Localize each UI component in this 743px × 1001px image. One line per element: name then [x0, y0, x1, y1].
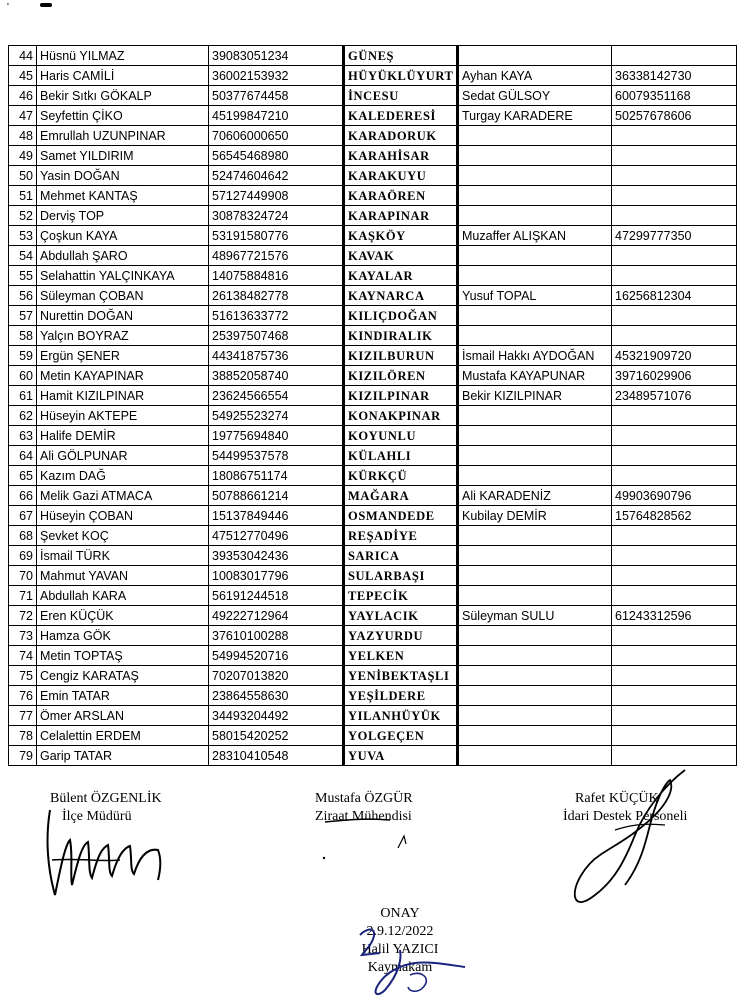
- contact-name: [458, 466, 612, 486]
- farmer-id-number: 52474604642: [209, 166, 344, 186]
- row-number: 67: [9, 506, 37, 526]
- table-row: [9, 546, 737, 566]
- table-row: [9, 166, 737, 186]
- farmer-id-number: 56191244518: [209, 586, 344, 606]
- table-row: [9, 706, 737, 726]
- contact-id-number: [612, 726, 737, 746]
- village-name: KIZILÖREN: [344, 366, 458, 386]
- table-row: [9, 486, 737, 506]
- roster-body: [9, 46, 737, 766]
- farmer-name: Metin TOPTAŞ: [37, 646, 209, 666]
- contact-name: Ali KARADENİZ: [458, 486, 612, 506]
- farmer-name: Metin KAYAPINAR: [37, 366, 209, 386]
- signer-name: Rafet KÜÇÜK: [575, 791, 659, 806]
- farmer-name: Seyfettin ÇİKO: [37, 106, 209, 126]
- contact-name: Turgay KARADERE: [458, 106, 612, 126]
- contact-id-number: [612, 686, 737, 706]
- contact-id-number: [612, 426, 737, 446]
- village-name: KALEDERESİ: [344, 106, 458, 126]
- farmer-id-number: 70606000650: [209, 126, 344, 146]
- farmer-id-number: 26138482778: [209, 286, 344, 306]
- signer-title: İlçe Müdürü: [62, 809, 132, 824]
- village-name: OSMANDEDE: [344, 506, 458, 526]
- contact-id-number: [612, 446, 737, 466]
- table-row: [9, 446, 737, 466]
- farmer-id-number: 28310410548: [209, 746, 344, 766]
- village-name: KAYNARCA: [344, 286, 458, 306]
- village-name: KARAPINAR: [344, 206, 458, 226]
- table-row: [9, 226, 737, 246]
- village-name: KAYALAR: [344, 266, 458, 286]
- contact-name: [458, 666, 612, 686]
- contact-name: [458, 426, 612, 446]
- contact-name: Yusuf TOPAL: [458, 286, 612, 306]
- contact-name: [458, 126, 612, 146]
- farmer-id-number: 50788661214: [209, 486, 344, 506]
- contact-name: Bekir KIZILPINAR: [458, 386, 612, 406]
- farmer-id-number: 49222712964: [209, 606, 344, 626]
- farmer-name: Samet YILDIRIM: [37, 146, 209, 166]
- contact-name: Kubilay DEMİR: [458, 506, 612, 526]
- farmer-name: Halife DEMİR: [37, 426, 209, 446]
- contact-name: [458, 566, 612, 586]
- approval-label: ONAY: [380, 906, 420, 921]
- roster-table: [8, 45, 737, 766]
- farmer-name: İsmail TÜRK: [37, 546, 209, 566]
- row-number: 54: [9, 246, 37, 266]
- row-number: 47: [9, 106, 37, 126]
- village-name: KARADORUK: [344, 126, 458, 146]
- table-row: [9, 206, 737, 226]
- contact-name: Ayhan KAYA: [458, 66, 612, 86]
- village-name: KIZILPINAR: [344, 386, 458, 406]
- village-name: KARAHİSAR: [344, 146, 458, 166]
- contact-name: [458, 146, 612, 166]
- farmer-name: Çoşkun KAYA: [37, 226, 209, 246]
- contact-id-number: [612, 206, 737, 226]
- contact-id-number: [612, 266, 737, 286]
- farmer-id-number: 70207013820: [209, 666, 344, 686]
- contact-id-number: [612, 706, 737, 726]
- row-number: 50: [9, 166, 37, 186]
- contact-name: [458, 406, 612, 426]
- farmer-name: Garip TATAR: [37, 746, 209, 766]
- farmer-name: Nurettin DOĞAN: [37, 306, 209, 326]
- contact-name: İsmail Hakkı AYDOĞAN: [458, 346, 612, 366]
- row-number: 61: [9, 386, 37, 406]
- contact-id-number: [612, 646, 737, 666]
- contact-name: [458, 306, 612, 326]
- village-name: REŞADİYE: [344, 526, 458, 546]
- approval-date: 2.9.12/2022: [366, 924, 434, 939]
- farmer-id-number: 14075884816: [209, 266, 344, 286]
- village-name: YILANHÜYÜK: [344, 706, 458, 726]
- farmer-id-number: 23624566554: [209, 386, 344, 406]
- row-number: 64: [9, 446, 37, 466]
- village-name: KAVAK: [344, 246, 458, 266]
- table-row: [9, 686, 737, 706]
- row-number: 65: [9, 466, 37, 486]
- village-name: GÜNEŞ: [344, 46, 458, 66]
- row-number: 77: [9, 706, 37, 726]
- farmer-name: Cengiz KARATAŞ: [37, 666, 209, 686]
- row-number: 68: [9, 526, 37, 546]
- table-row: [9, 266, 737, 286]
- row-number: 55: [9, 266, 37, 286]
- contact-id-number: 45321909720: [612, 346, 737, 366]
- farmer-id-number: 44341875736: [209, 346, 344, 366]
- approval-title: Kaymakam: [367, 960, 433, 975]
- row-number: 53: [9, 226, 37, 246]
- row-number: 62: [9, 406, 37, 426]
- row-number: 71: [9, 586, 37, 606]
- contact-name: [458, 586, 612, 606]
- contact-name: [458, 206, 612, 226]
- signer-name: Bülent ÖZGENLİK: [50, 791, 162, 806]
- farmer-name: Bekir Sıtkı GÖKALP: [37, 86, 209, 106]
- village-name: YELKEN: [344, 646, 458, 666]
- table-row: [9, 286, 737, 306]
- contact-id-number: [612, 186, 737, 206]
- table-row: [9, 526, 737, 546]
- table-row: [9, 346, 737, 366]
- row-number: 73: [9, 626, 37, 646]
- farmer-id-number: 15137849446: [209, 506, 344, 526]
- farmer-name: Hamza GÖK: [37, 626, 209, 646]
- contact-id-number: [612, 526, 737, 546]
- farmer-id-number: 39083051234: [209, 46, 344, 66]
- village-name: YAZYURDU: [344, 626, 458, 646]
- row-number: 51: [9, 186, 37, 206]
- contact-id-number: 16256812304: [612, 286, 737, 306]
- farmer-name: Süleyman ÇOBAN: [37, 286, 209, 306]
- village-name: SARICA: [344, 546, 458, 566]
- row-number: 69: [9, 546, 37, 566]
- village-name: MAĞARA: [344, 486, 458, 506]
- farmer-name: Hamit KIZILPINAR: [37, 386, 209, 406]
- row-number: 76: [9, 686, 37, 706]
- contact-id-number: [612, 586, 737, 606]
- farmer-id-number: 18086751174: [209, 466, 344, 486]
- contact-id-number: [612, 326, 737, 346]
- row-number: 45: [9, 66, 37, 86]
- row-number: 75: [9, 666, 37, 686]
- farmer-name: Ergün ŞENER: [37, 346, 209, 366]
- approval-name: Halil YAZICI: [361, 942, 439, 957]
- signer-title: İdari Destek Personeli: [563, 809, 688, 824]
- table-row: [9, 126, 737, 146]
- table-row: [9, 146, 737, 166]
- table-row: [9, 186, 737, 206]
- village-name: YENİBEKTAŞLI: [344, 666, 458, 686]
- contact-name: [458, 246, 612, 266]
- village-name: SULARBAŞI: [344, 566, 458, 586]
- table-row: [9, 46, 737, 66]
- table-row: [9, 746, 737, 766]
- row-number: 60: [9, 366, 37, 386]
- farmer-name: Eren KÜÇÜK: [37, 606, 209, 626]
- village-name: KAŞKÖY: [344, 226, 458, 246]
- farmer-id-number: 47512770496: [209, 526, 344, 546]
- contact-id-number: [612, 246, 737, 266]
- farmer-id-number: 54925523274: [209, 406, 344, 426]
- signer-name: Mustafa ÖZGÜR: [315, 791, 413, 806]
- village-name: KARAKUYU: [344, 166, 458, 186]
- village-name: KILIÇDOĞAN: [344, 306, 458, 326]
- contact-id-number: [612, 166, 737, 186]
- table-row: [9, 666, 737, 686]
- village-name: KÜLAHLI: [344, 446, 458, 466]
- contact-name: Mustafa KAYAPUNAR: [458, 366, 612, 386]
- farmer-name: Emin TATAR: [37, 686, 209, 706]
- table-row: [9, 106, 737, 126]
- farmer-name: Ali GÖLPUNAR: [37, 446, 209, 466]
- farmer-name: Derviş TOP: [37, 206, 209, 226]
- contact-id-number: [612, 466, 737, 486]
- row-number: 49: [9, 146, 37, 166]
- village-name: TEPECİK: [344, 586, 458, 606]
- village-name: KINDIRALIK: [344, 326, 458, 346]
- farmer-id-number: 45199847210: [209, 106, 344, 126]
- handwritten-signature-right: [555, 765, 705, 915]
- contact-id-number: 61243312596: [612, 606, 737, 626]
- farmer-name: Hüsnü YILMAZ: [37, 46, 209, 66]
- farmer-id-number: 38852058740: [209, 366, 344, 386]
- village-name: YUVA: [344, 746, 458, 766]
- row-number: 70: [9, 566, 37, 586]
- contact-name: [458, 726, 612, 746]
- farmer-id-number: 54499537578: [209, 446, 344, 466]
- farmer-name: Kazım DAĞ: [37, 466, 209, 486]
- farmer-id-number: 10083017796: [209, 566, 344, 586]
- village-name: İNCESU: [344, 86, 458, 106]
- farmer-id-number: 30878324724: [209, 206, 344, 226]
- contact-id-number: [612, 546, 737, 566]
- village-name: YAYLACIK: [344, 606, 458, 626]
- table-row: [9, 426, 737, 446]
- contact-name: [458, 546, 612, 566]
- row-number: 74: [9, 646, 37, 666]
- village-name: KIZILBURUN: [344, 346, 458, 366]
- farmer-name: Şevket KOÇ: [37, 526, 209, 546]
- row-number: 72: [9, 606, 37, 626]
- contact-id-number: 36338142730: [612, 66, 737, 86]
- farmer-name: Haris CAMİLİ: [37, 66, 209, 86]
- farmer-name: Emrullah UZUNPINAR: [37, 126, 209, 146]
- contact-name: [458, 646, 612, 666]
- farmer-id-number: 48967721576: [209, 246, 344, 266]
- farmer-name: Abdullah ŞARO: [37, 246, 209, 266]
- contact-id-number: 49903690796: [612, 486, 737, 506]
- handwritten-signature-left: [40, 800, 180, 900]
- contact-name: Süleyman SULU: [458, 606, 612, 626]
- contact-id-number: [612, 126, 737, 146]
- contact-id-number: 47299777350: [612, 226, 737, 246]
- contact-name: [458, 266, 612, 286]
- table-row: [9, 646, 737, 666]
- table-row: [9, 86, 737, 106]
- farmer-id-number: 25397507468: [209, 326, 344, 346]
- contact-name: [458, 746, 612, 766]
- farmer-name: Melik Gazi ATMACA: [37, 486, 209, 506]
- farmer-id-number: 50377674458: [209, 86, 344, 106]
- contact-name: [458, 706, 612, 726]
- contact-id-number: [612, 46, 737, 66]
- row-number: 66: [9, 486, 37, 506]
- handwritten-signature-approval: [340, 915, 480, 1001]
- table-row: [9, 66, 737, 86]
- handwritten-signature-center: [320, 808, 430, 868]
- farmer-name: Mehmet KANTAŞ: [37, 186, 209, 206]
- contact-name: [458, 626, 612, 646]
- village-name: KOYUNLU: [344, 426, 458, 446]
- table-row: [9, 586, 737, 606]
- contact-name: Muzaffer ALIŞKAN: [458, 226, 612, 246]
- farmer-id-number: 39353042436: [209, 546, 344, 566]
- village-name: KÜRKÇÜ: [344, 466, 458, 486]
- farmer-name: Mahmut YAVAN: [37, 566, 209, 586]
- village-name: HÜYÜKLÜYURT: [344, 66, 458, 86]
- row-number: 46: [9, 86, 37, 106]
- farmer-id-number: 23864558630: [209, 686, 344, 706]
- farmer-name: Abdullah KARA: [37, 586, 209, 606]
- contact-id-number: 15764828562: [612, 506, 737, 526]
- farmer-name: Hüseyin AKTEPE: [37, 406, 209, 426]
- contact-name: [458, 166, 612, 186]
- signer-title: Ziraat Mühendisi: [315, 809, 412, 824]
- farmer-name: Selahattin YALÇINKAYA: [37, 266, 209, 286]
- village-name: KONAKPINAR: [344, 406, 458, 426]
- row-number: 59: [9, 346, 37, 366]
- table-row: [9, 626, 737, 646]
- row-number: 79: [9, 746, 37, 766]
- farmer-id-number: 36002153932: [209, 66, 344, 86]
- contact-name: [458, 446, 612, 466]
- contact-id-number: 60079351168: [612, 86, 737, 106]
- row-number: 52: [9, 206, 37, 226]
- row-number: 56: [9, 286, 37, 306]
- scan-mark: ': [7, 2, 9, 13]
- farmer-id-number: 56545468980: [209, 146, 344, 166]
- farmer-id-number: 37610100288: [209, 626, 344, 646]
- contact-name: [458, 326, 612, 346]
- farmer-name: Yalçın BOYRAZ: [37, 326, 209, 346]
- contact-name: [458, 186, 612, 206]
- farmer-id-number: 34493204492: [209, 706, 344, 726]
- row-number: 78: [9, 726, 37, 746]
- farmer-id-number: 58015420252: [209, 726, 344, 746]
- farmer-id-number: 19775694840: [209, 426, 344, 446]
- farmer-name: Yasin DOĞAN: [37, 166, 209, 186]
- contact-name: [458, 46, 612, 66]
- farmer-id-number: 53191580776: [209, 226, 344, 246]
- farmer-id-number: 57127449908: [209, 186, 344, 206]
- table-row: [9, 326, 737, 346]
- contact-id-number: 50257678606: [612, 106, 737, 126]
- table-row: [9, 406, 737, 426]
- village-name: YOLGEÇEN: [344, 726, 458, 746]
- table-row: [9, 606, 737, 626]
- table-row: [9, 506, 737, 526]
- contact-id-number: [612, 746, 737, 766]
- contact-id-number: [612, 406, 737, 426]
- row-number: 57: [9, 306, 37, 326]
- contact-id-number: [612, 306, 737, 326]
- farmer-name: Celalettin ERDEM: [37, 726, 209, 746]
- row-number: 63: [9, 426, 37, 446]
- farmer-name: Ömer ARSLAN: [37, 706, 209, 726]
- scan-mark: [40, 3, 52, 7]
- row-number: 58: [9, 326, 37, 346]
- contact-id-number: [612, 666, 737, 686]
- contact-name: Sedat GÜLSOY: [458, 86, 612, 106]
- contact-id-number: 23489571076: [612, 386, 737, 406]
- farmer-id-number: 51613633772: [209, 306, 344, 326]
- contact-id-number: [612, 566, 737, 586]
- contact-name: [458, 686, 612, 706]
- farmer-id-number: 54994520716: [209, 646, 344, 666]
- table-row: [9, 566, 737, 586]
- contact-id-number: [612, 146, 737, 166]
- row-number: 44: [9, 46, 37, 66]
- farmer-name: Hüseyin ÇOBAN: [37, 506, 209, 526]
- contact-name: [458, 526, 612, 546]
- row-number: 48: [9, 126, 37, 146]
- village-name: YEŞİLDERE: [344, 686, 458, 706]
- table-row: [9, 726, 737, 746]
- table-row: [9, 366, 737, 386]
- contact-id-number: [612, 626, 737, 646]
- table-row: [9, 246, 737, 266]
- table-row: [9, 306, 737, 326]
- table-row: [9, 386, 737, 406]
- contact-id-number: 39716029906: [612, 366, 737, 386]
- table-row: [9, 466, 737, 486]
- village-name: KARAÖREN: [344, 186, 458, 206]
